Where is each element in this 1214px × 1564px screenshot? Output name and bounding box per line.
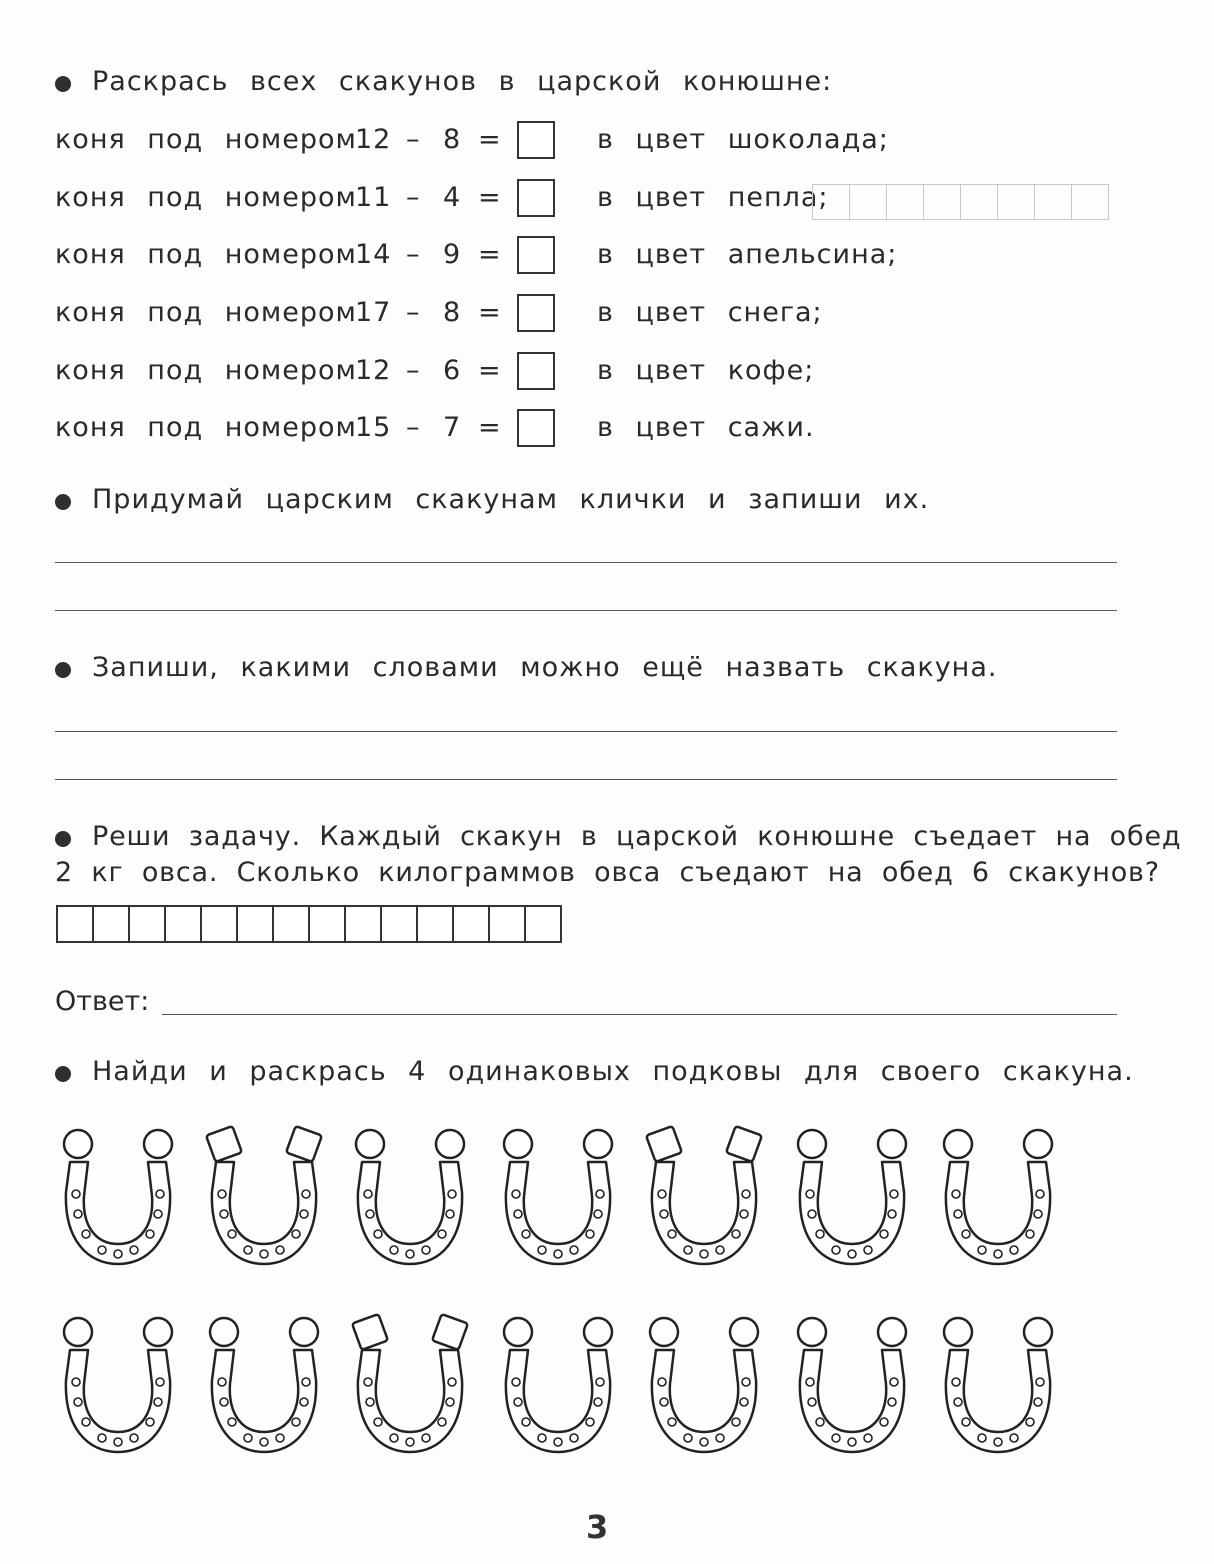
horseshoe-icon[interactable] bbox=[206, 1126, 322, 1264]
minus-sign: – bbox=[406, 297, 421, 328]
row-prefix: коня под номером bbox=[55, 412, 357, 443]
page-number: 3 bbox=[586, 1508, 609, 1546]
answer-box[interactable] bbox=[517, 121, 555, 159]
solution-grid[interactable] bbox=[56, 905, 560, 943]
task-3-instruction: Запиши, какими словами можно ещё назвать скакуна. bbox=[92, 652, 998, 683]
minuend: 11 bbox=[355, 182, 392, 213]
minus-sign: – bbox=[406, 239, 421, 270]
writing-line-4[interactable] bbox=[55, 779, 1117, 780]
horseshoe-icon[interactable] bbox=[352, 1314, 468, 1452]
task-1-instruction: Раскрась всех скакунов в царской конюшне: bbox=[92, 66, 833, 97]
horseshoe-icon[interactable] bbox=[356, 1130, 464, 1264]
row-prefix: коня под номером bbox=[55, 297, 357, 328]
minuend: 17 bbox=[355, 297, 392, 328]
color-instruction: в цвет пепла; bbox=[597, 182, 829, 213]
equals-sign: = bbox=[478, 297, 502, 328]
minus-sign: – bbox=[406, 182, 421, 213]
row-prefix: коня под номером bbox=[55, 355, 357, 386]
horseshoe-icon[interactable] bbox=[504, 1130, 612, 1264]
minus-sign: – bbox=[406, 412, 421, 443]
equals-sign: = bbox=[478, 239, 502, 270]
subtrahend: 8 bbox=[443, 124, 462, 155]
answer-line[interactable] bbox=[162, 1014, 1117, 1015]
writing-line-1[interactable] bbox=[55, 562, 1117, 563]
subtrahend: 4 bbox=[443, 182, 462, 213]
writing-line-3[interactable] bbox=[55, 731, 1117, 732]
horseshoe-icon[interactable] bbox=[944, 1130, 1052, 1264]
minus-sign: – bbox=[406, 124, 421, 155]
horseshoe-icon[interactable] bbox=[64, 1318, 172, 1452]
row-prefix: коня под номером bbox=[55, 182, 357, 213]
horseshoe-icon[interactable] bbox=[64, 1130, 172, 1264]
color-instruction: в цвет апельсина; bbox=[597, 239, 898, 270]
subtrahend: 7 bbox=[443, 412, 462, 443]
horseshoe-icon[interactable] bbox=[646, 1126, 762, 1264]
answer-box[interactable] bbox=[517, 294, 555, 332]
answer-box[interactable] bbox=[517, 352, 555, 390]
task-4-line-2: 2 кг овса. Сколько килограммов овса съедают на обед 6 скакунов? bbox=[55, 857, 1160, 888]
row-prefix: коня под номером bbox=[55, 239, 357, 270]
subtrahend: 6 bbox=[443, 355, 462, 386]
minuend: 14 bbox=[355, 239, 392, 270]
horseshoe-icon[interactable] bbox=[944, 1318, 1052, 1452]
bullet-task-4 bbox=[55, 831, 71, 847]
subtrahend: 8 bbox=[443, 297, 462, 328]
minus-sign: – bbox=[406, 355, 421, 386]
horseshoe-icon[interactable] bbox=[798, 1130, 906, 1264]
minuend: 12 bbox=[355, 355, 392, 386]
task-2-instruction: Придумай царским скакунам клички и запиши их. bbox=[92, 484, 930, 515]
equals-sign: = bbox=[478, 412, 502, 443]
equals-sign: = bbox=[478, 124, 502, 155]
color-instruction: в цвет кофе; bbox=[597, 355, 815, 386]
answer-box[interactable] bbox=[517, 409, 555, 447]
subtrahend: 9 bbox=[443, 239, 462, 270]
task-5-instruction: Найди и раскрась 4 одинаковых подковы для своего скакуна. bbox=[92, 1056, 1134, 1087]
minuend: 15 bbox=[355, 412, 392, 443]
row-prefix: коня под номером bbox=[55, 124, 357, 155]
answer-box[interactable] bbox=[517, 236, 555, 274]
horseshoe-icon[interactable] bbox=[650, 1318, 758, 1452]
task-4-line-1: Реши задачу. Каждый скакун в царской конюшне съедает на обед bbox=[92, 821, 1182, 852]
equals-sign: = bbox=[478, 182, 502, 213]
bullet-task-3 bbox=[55, 662, 71, 678]
color-instruction: в цвет шоколада; bbox=[597, 124, 889, 155]
horseshoe-icon[interactable] bbox=[798, 1318, 906, 1452]
bleed-through-grid bbox=[812, 184, 1108, 220]
bullet-task-2 bbox=[55, 494, 71, 510]
answer-box[interactable] bbox=[517, 179, 555, 217]
bullet-task-1 bbox=[55, 76, 71, 92]
answer-label: Ответ: bbox=[55, 986, 150, 1017]
color-instruction: в цвет сажи. bbox=[597, 412, 815, 443]
writing-line-2[interactable] bbox=[55, 610, 1117, 611]
minuend: 12 bbox=[355, 124, 392, 155]
equals-sign: = bbox=[478, 355, 502, 386]
color-instruction: в цвет снега; bbox=[597, 297, 823, 328]
horseshoe-icon[interactable] bbox=[210, 1318, 318, 1452]
bullet-task-5 bbox=[55, 1066, 71, 1082]
horseshoe-icon[interactable] bbox=[504, 1318, 612, 1452]
